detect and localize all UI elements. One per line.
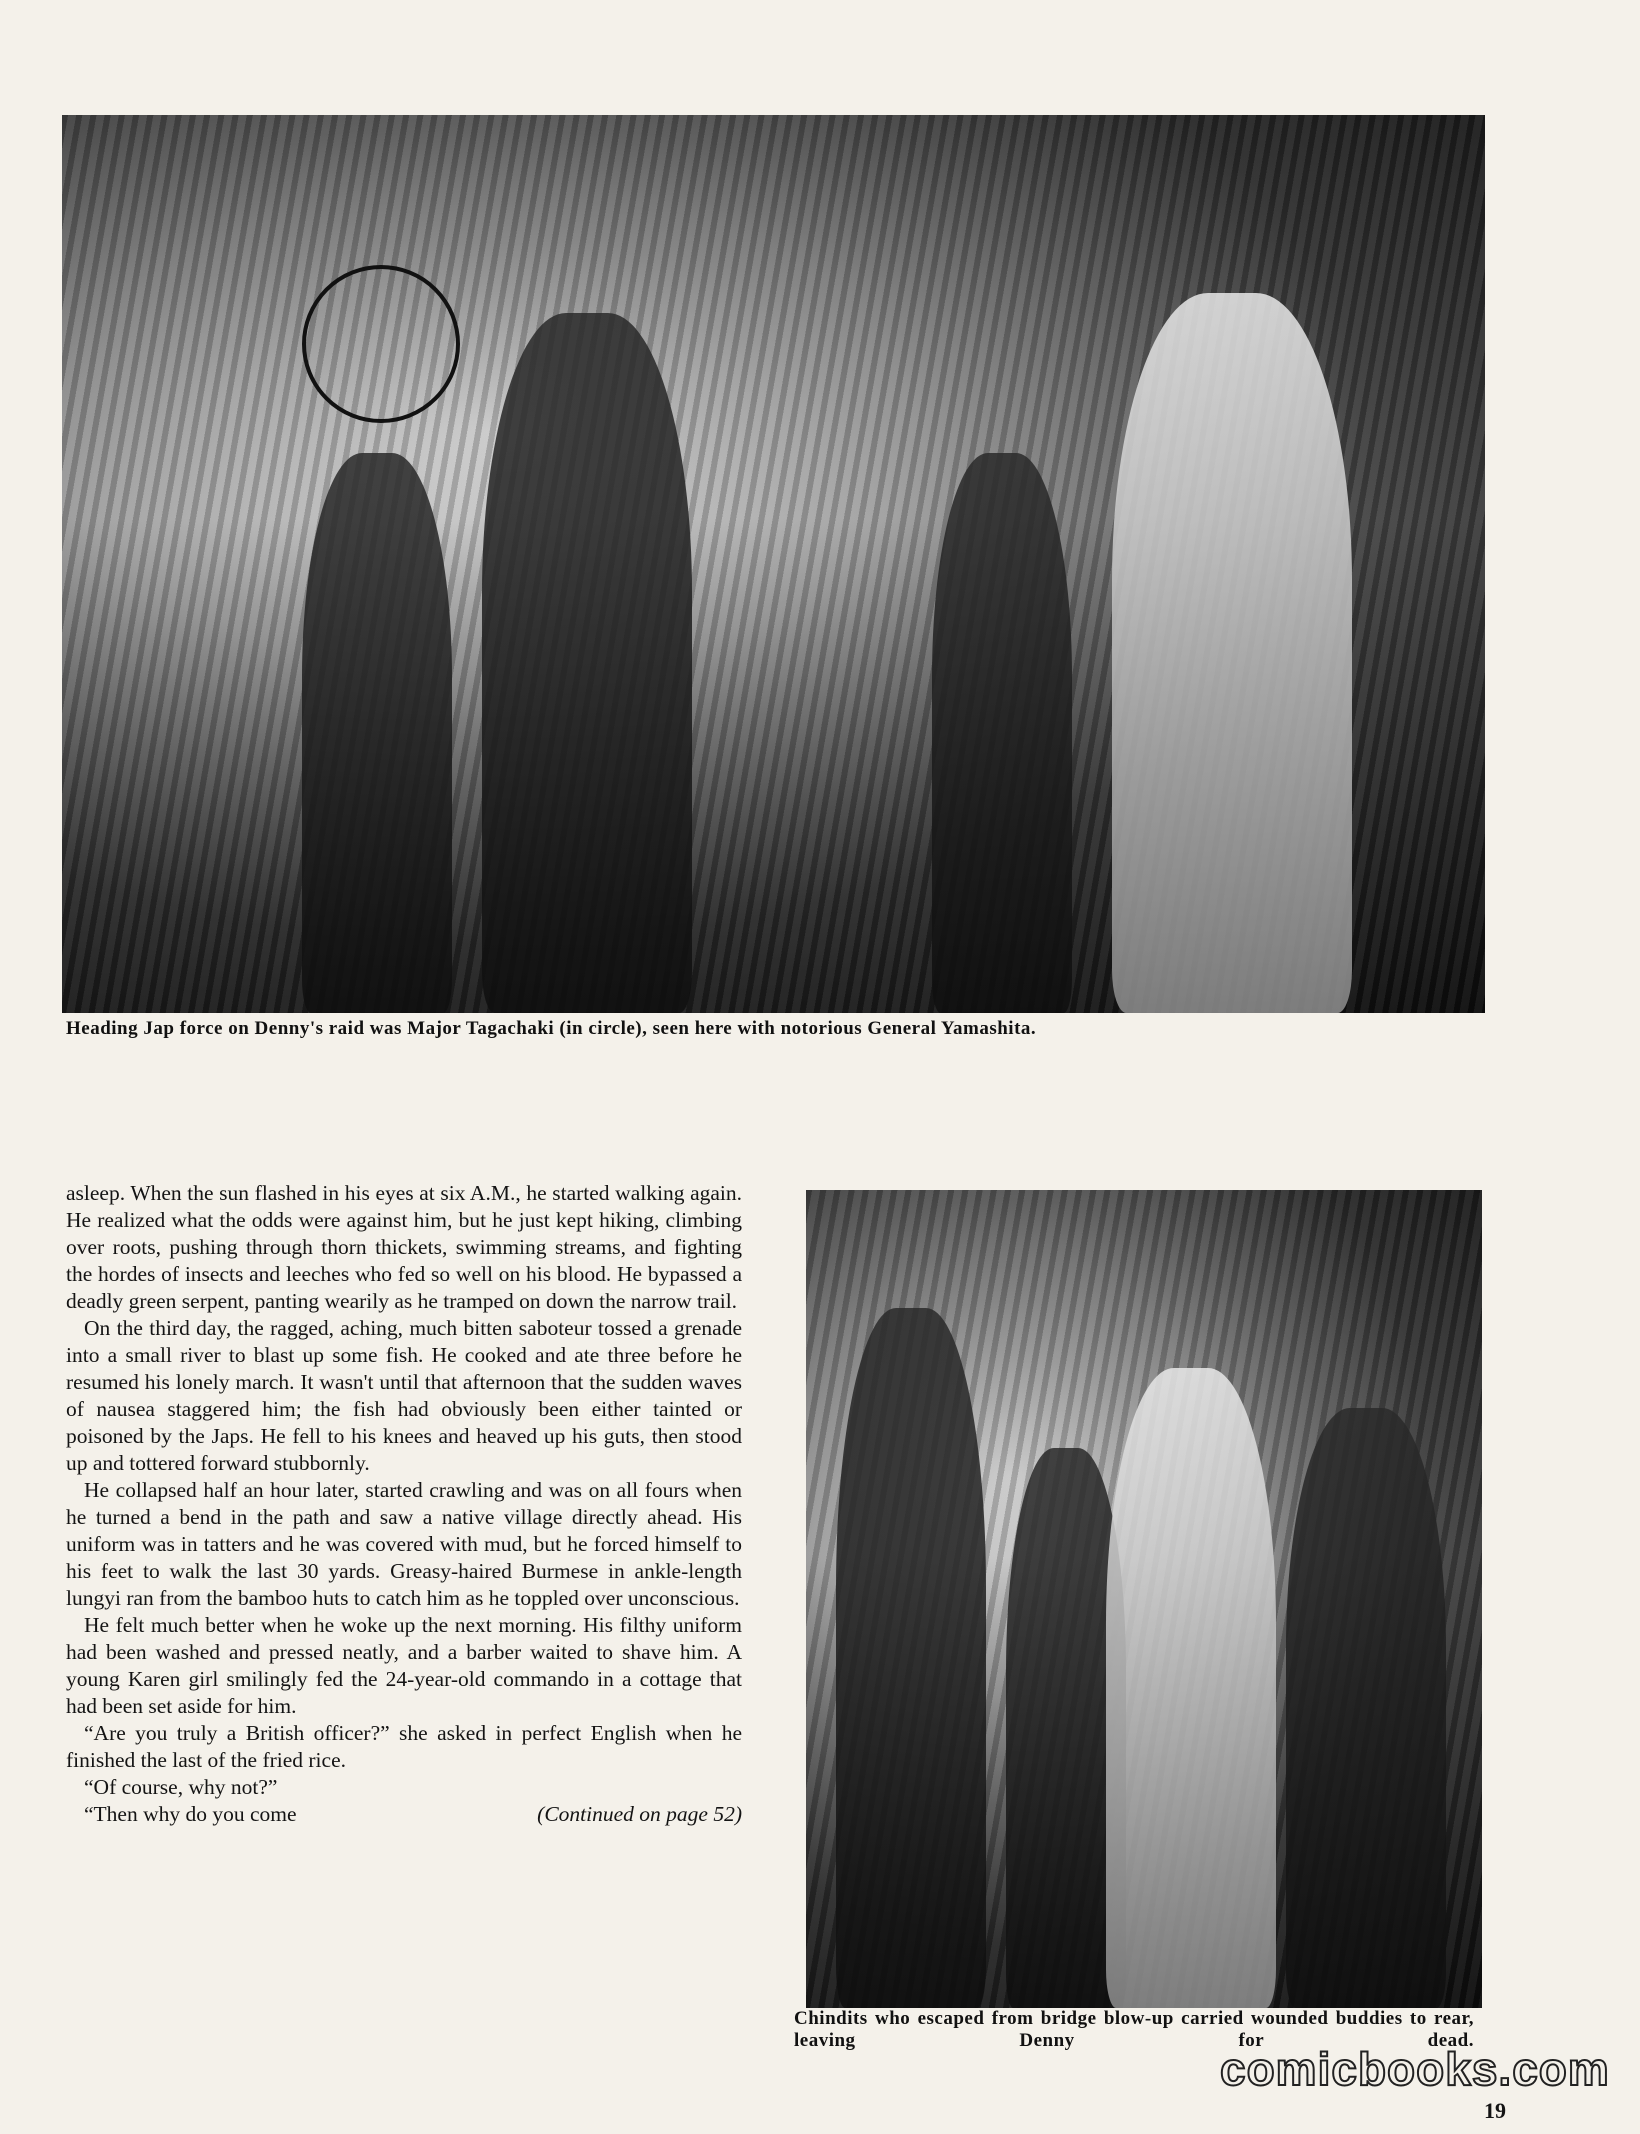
article-paragraph: He collapsed half an hour later, started crawling and was on all fours when he turned a bend in the path and saw a native village directly ahead. His uniform was in tatters and he was covered with mud, but he forced himself to his feet to walk the last 30 yards. Greasy-haired Burmese in ankle-length lungyi ran from the bamboo huts to catch him as he toppled over unconscious. xyxy=(66,1478,742,1610)
top-photo-caption: Heading Jap force on Denny's raid was Major Tagachaki (in circle), seen here with notorious General Yamashita. xyxy=(66,1018,1037,1039)
photo-figure xyxy=(482,313,692,1013)
article-paragraph: asleep. When the sun flashed in his eyes at six A.M., he started walking again. He realized what the odds were against him, but he just kept hiking, climbing over roots, pushing through thorn thickets, swimming streams, and fighting the hordes of insects and leeches who fed so well on his blood. He bypassed a deadly green serpent, panting wearily as he tramped on down the narrow trail. xyxy=(66,1181,742,1313)
article-last-line xyxy=(66,1801,742,1828)
circle-marker xyxy=(302,265,460,423)
article-paragraph: He felt much better when he woke up the next morning. His filthy uniform had been washed and pressed neatly, and a barber waited to shave him. A young Karen girl smilingly fed the 24-year-old commando in a cottage that had been set aside for him. xyxy=(66,1613,742,1718)
article-final-fragment: “Then why do you come xyxy=(84,1802,297,1826)
watermark: comicbooks.com xyxy=(1220,2043,1610,2095)
article-paragraph: On the third day, the ragged, aching, much bitten saboteur tossed a grenade into a small river to blast up some fish. He cooked and ate three before he resumed his lonely march. It wasn't until that afternoon that the sudden waves of nausea staggered him; the fish had obviously been either tainted or poisoned by the Japs. He fell to his knees and heaved up his guts, then stood up and tottered forward stubbornly. xyxy=(66,1316,742,1475)
photo-figure xyxy=(1112,293,1352,1013)
photo-generals-walking xyxy=(62,115,1485,1013)
continued-note: (Continued on page 52) xyxy=(537,1802,742,1826)
photo-chindits-marching xyxy=(806,1190,1482,2008)
article-body xyxy=(66,1180,742,1828)
photo-figure xyxy=(836,1308,986,2008)
right-photo-caption: Chindits who escaped from bridge blow-up carried wounded buddies to rear, leaving Denny for dead. xyxy=(794,2008,1474,2051)
photo-figure xyxy=(1106,1368,1276,2008)
photo-figure xyxy=(302,453,452,1013)
page-number: 19 xyxy=(1484,2098,1506,2123)
article-paragraph: “Are you truly a British officer?” she asked in perfect English when he finished the last of the fried rice. xyxy=(66,1721,742,1772)
photo-figure xyxy=(932,453,1072,1013)
photo-figure xyxy=(1286,1408,1446,2008)
article-paragraph: “Of course, why not?” xyxy=(84,1775,278,1799)
